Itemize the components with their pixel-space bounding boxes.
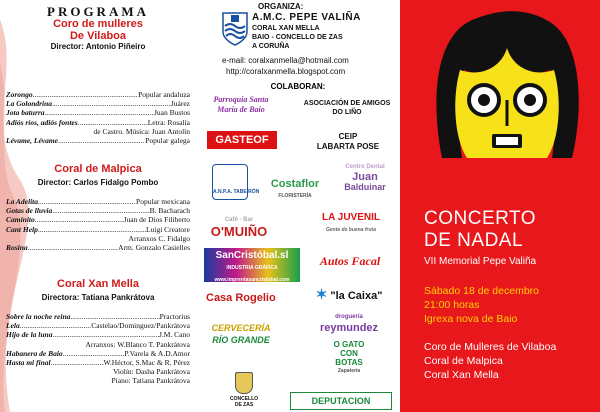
group1-list (6, 90, 190, 145)
sponsor-sancristobal: SanCristóbal.sl INDUSTRIA GRÁFICA www.imprentasancristobal.com (204, 248, 300, 282)
sponsor-casa-rogelio: Casa Rogelio (206, 292, 276, 304)
program-row: Sobre la noche reina ..... Practorius (6, 312, 190, 321)
colabora-label: COLABORAN: (270, 82, 326, 91)
choir-item: Coral de Malpica (424, 355, 503, 367)
sponsor-la-caixa: ✶ "la Caixa" (315, 286, 383, 302)
face-mascot-icon (432, 8, 582, 168)
group3-name: Coral Xan Mella (57, 278, 139, 290)
sponsor-costaflor: Costaflor FLORISTERÍA (270, 178, 320, 199)
sponsor-omuino: Café - Bar O'MUIÑO (210, 217, 268, 239)
sponsor-deputacion: DEPUTACION (290, 392, 392, 410)
sponsor-juan-balduinar: Centro Dental Juan Balduinar (344, 164, 386, 192)
program-row: La Adelita ..... Popular mexicana (6, 197, 190, 206)
program-row: Jota baturra ..... Juan Bustos (6, 108, 190, 117)
program-row: Cant Help ..... Luigi Creatore (6, 225, 190, 234)
coat-of-arms-icon (222, 12, 248, 46)
program-note: Arranxos: W.Blanco T. Pankrátova (85, 339, 190, 349)
sponsor-anpa: A.N.P.A. TABEIRÓN (212, 164, 248, 200)
group1-name-line2: De Vilaboa (69, 30, 127, 42)
group2-list (6, 197, 190, 252)
sponsor-ceip: CEIP LABARTA POSE (316, 132, 380, 151)
choir-item: Coro de Mulleres de Vilaboa (424, 341, 557, 353)
memorial-subtitle: VII Memorial Pepe Valiña (424, 256, 537, 267)
group1-director: Director: Antonio Piñeiro (50, 42, 146, 51)
group2-director: Director: Carlos Fidalgo Pombo (37, 178, 159, 187)
program-title: PROGRAMA (47, 4, 149, 19)
sponsor-gasteof: GASTEOF (207, 131, 277, 149)
program-note: Arranxos C. Fidalgo (128, 233, 190, 243)
organizer-name: A.M.C. PEPE VALIÑA (252, 12, 361, 23)
program-row: Hasta mi final ..... W.Héctor, S.Mac & R. Pérez (6, 358, 190, 367)
event-time: 21:00 horas (424, 299, 480, 311)
choir-item: Coral Xan Mella (424, 369, 499, 381)
organizer-email: e-mail: coralxanmella@hotmail.com (222, 56, 349, 65)
choir-list (424, 340, 556, 382)
program-row: Gotas de lluvia ..... B. Bacharach (6, 206, 190, 215)
program-row: Caminito ..... Juan de Dios Filiberto (6, 215, 190, 224)
program-note: de Castro. Música: Juan Antolín (93, 126, 190, 136)
group1-name-line1: Coro de mulleres (53, 18, 143, 30)
sponsor-autos-facal: Autos Facal (319, 254, 381, 268)
group3-list (6, 312, 190, 386)
organiza-label: ORGANIZA: (258, 2, 304, 11)
program-row: Hijo de la luna ..... J.M. Cano (6, 330, 190, 339)
program-note: Violín: Dasha Pankrátova (112, 367, 190, 377)
event-place: Igrexa nova de Baio (424, 313, 518, 325)
program-row: La Golondrina ..... Juárez (6, 99, 190, 108)
sponsor-parroquia: Parroquia Santa María de Baio (213, 95, 269, 114)
program-row: Lela ..... Castelao/Dominguez/Pankrátova (6, 321, 190, 330)
event-date: Sábado 18 de decembro (424, 285, 540, 297)
sponsor-la-juvenil: LA JUVENIL Gente de buena fruta (322, 212, 380, 233)
event-details (424, 284, 539, 326)
group2-name: Coral de Malpica (54, 163, 142, 175)
program-note: Piano: Tatiana Pankrátova (111, 376, 190, 386)
group3-director: Directora: Tatiana Pankrátova (41, 293, 155, 302)
organizer-line2: BAIO - CONCELLO DE ZAS (252, 34, 343, 41)
sponsor-concello-zas: CONCELLO DE ZAS (226, 372, 262, 408)
program-row: Rosina ..... Arm. Gonzalo Casielles (6, 243, 190, 252)
organizer-line3: A CORUÑA (252, 43, 290, 50)
organizer-web: http://coralxanmella.blogspot.com (226, 67, 346, 76)
concert-title: CONCERTO DE NADAL (424, 208, 537, 251)
program-row: Habanera de Baio ..... P.Varela & A.D.Amor (6, 349, 190, 358)
program-row: Lévame, Lévame ..... Popular galega (6, 136, 190, 145)
program-row: Zorongo ..... Popular andaluza (6, 90, 190, 99)
program-row: Adiós ríos, adiós fontes ..... Letra: Rosalía (6, 118, 190, 127)
sponsor-drogueria: droguería reymundez (319, 314, 379, 334)
sponsor-cerveceria: CERVECERÍA RÍO GRANDE (211, 323, 271, 345)
organizer-line1: CORAL XAN MELLA (252, 25, 320, 32)
sponsor-asociacion: ASOCIACIÓN DE AMIGOS DO LIÑO (303, 100, 391, 116)
sponsor-o-gato: O GATO CON BOTAS Zapatería (333, 340, 365, 374)
